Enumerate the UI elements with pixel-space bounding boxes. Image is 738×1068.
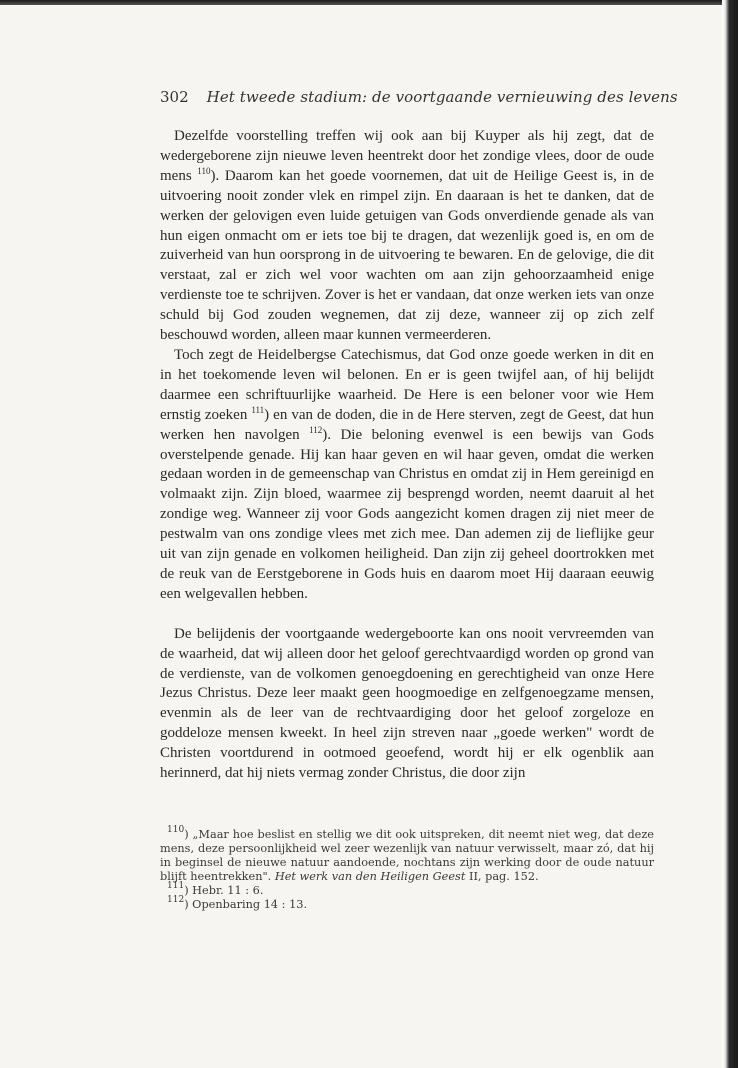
footnote-text: ) Openbaring 14 : 13. [184,898,308,911]
footnote-marker: 110 [167,825,185,835]
running-title: Het tweede stadium: de voortgaande vernieuwing des levens [206,88,678,106]
paragraph-text: ). Die beloning evenwel is een bewijs van Gods overstelpende genade. Hij kan haar geven en wil haar geven, omdat die werken gedaan worden in de gemeenschap van Christus en omdat zij in Hem gereinigd en volmaakt zijn. Zijn bloed, waarmee zij besprengd worden, neemt daaruit al het zondige weg. Wanneer zij voor Gods aangezicht komen dragen zij niet meer de pestwalm van ons zondige vlees met zich mee. Dan ademen zij de lieflijke geur uit van zijn genade en volkomen heiligheid. Dan zijn zij geheel doortrokken met de reuk van de Eerstgeborene in Gods huis en daarom moet Hij daaraan eeuwig een welgevallen hebben. [160,426,654,602]
paragraph-3 [160,625,654,784]
footnote-text: ) „Maar hoe beslist en stellig we dit ook uitspreken, dit neemt niet weg, dat deze mens, deze persoonlijkheid wel zeer wezenlijk van natuur verwisselt, maar zó, dat hij in beginsel de nieuwe natuur aandoende, nochtans zijn werking door de oude natuur blijft heentrekken". [160,828,654,883]
paragraph-text: Toch zegt de Heidelbergse Catechismus, dat God onze goede werken in dit en in het toekomende leven wil belonen. En er is geen twijfel aan, of hij belijdt daarmee een schriftuurlijke waarheid. De Here is een beloner voor wie Hem ernstig zoeken [160,346,654,423]
footnote-text: ) Hebr. 11 : 6. [184,884,264,897]
footnotes [160,825,654,912]
footnote-ref-112: 112 [309,424,323,435]
body-text [160,127,654,784]
paragraph-text: ). Daarom kan het goede voornemen, dat uit de Heilige Geest is, in de uitvoering nooit zonder vlek en rimpel zijn. En daaraan is het te danken, dat de werken der gelovigen even luide getuigen van Gods onverdiende genade als van hun eigen onmacht om er iets toe bij te dragen, dat wezenlijk goed is, en om de zuiverheid van hun oorsprong in de uitvoering te bewaren. En de gelovige, die dit verstaat, zal er zich wel voor wachten om aan zijn gehoorzaamheid enige verdienste toe te schrijven. Zover is het er vandaan, dat onze werken iets van onze schuld bij God zouden wegnemen, dat zij deze, wanneer zij op zich zelf beschouwd worden, alleen maar kunnen vermeerderen. [160,167,654,344]
footnote-110 [160,825,654,884]
paragraph-text: De belijdenis der voortgaande wedergeboorte kan ons nooit vervreemden van de waarheid, dat wij alleen door het geloof gerechtvaardigd worden op grond van de verdienste, van de volkomen genoegdoening en gerechtigheid van onze Here Jezus Christus. Deze leer maakt geen hoogmoedige en zelfgenoegzame mensen, evenmin als de leer van de rechtvaardiging door het geloof zorgeloze en goddeloze mensen kweekt. In heel zijn streven naar „goede werken" wordt de Christen voortdurend in ootmoed geoefend, wordt hij er elk ogenblik aan herinnerd, dat hij niets vermag zonder Christus, die door zijn [160,625,654,782]
footnote-marker: 112 [167,895,185,905]
paragraph-2 [160,346,654,605]
scan-edge-right [722,0,738,1068]
paragraph-text: ) en van de doden, die in de Here sterven, zegt de Geest, dat hun werken hen navolgen [160,406,654,443]
paragraph-text: Dezelfde voorstelling treffen wij ook aan bij Kuyper als hij zegt, dat de wedergeborene zijn nieuwe leven heentrekt door het zondige vlees, door de oude mens [160,128,654,184]
footnote-ref-111: 111 [251,404,265,415]
footnote-ref-110: 110 [197,165,211,176]
page-number: 302 [160,88,189,106]
footnote-111 [160,881,654,898]
footnote-text: II, pag. 152. [465,870,539,883]
paragraph-1 [160,127,654,346]
footnote-marker: 111 [167,881,185,891]
footnote-source-title: Het werk van den Heiligen Geest [274,870,466,883]
running-header [160,88,678,106]
footnote-112 [160,895,654,912]
